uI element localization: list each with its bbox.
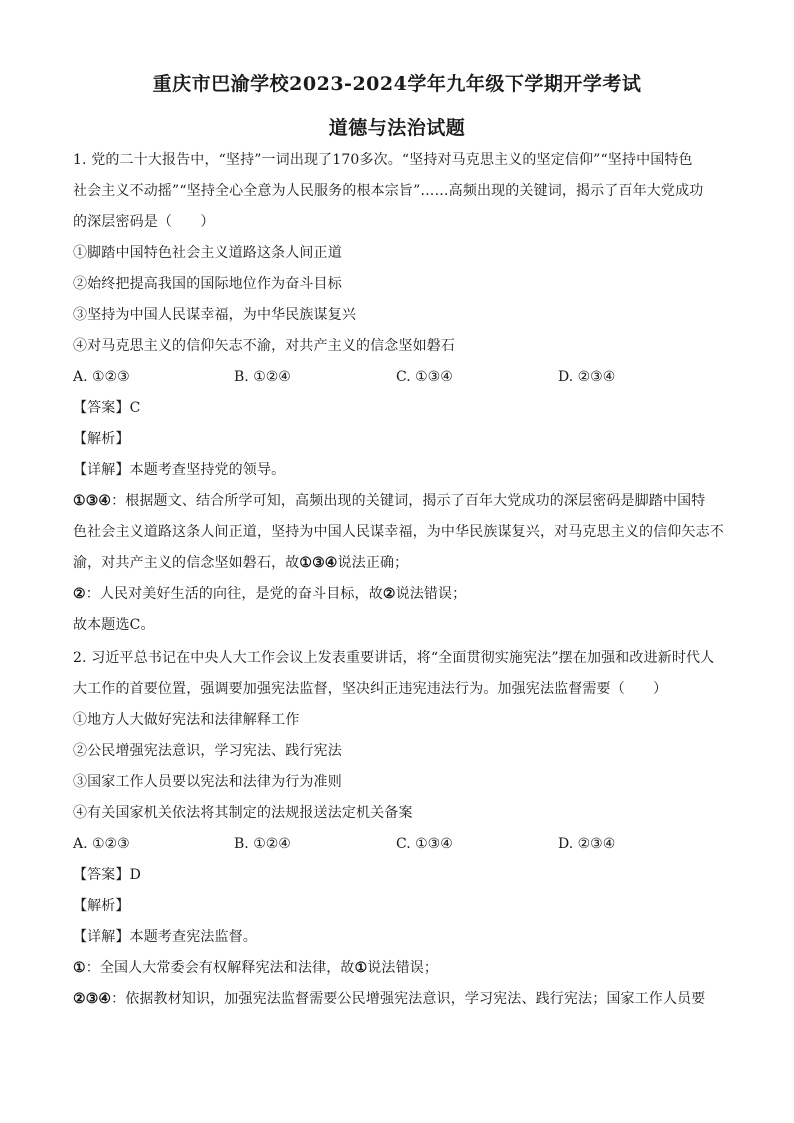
- q1-explanation-line-3: [73, 553, 723, 573]
- q2-analysis-label: 【解析】: [73, 898, 130, 914]
- q1-stem-line-3: 的深层密码是（ ）: [73, 214, 215, 230]
- q1-exp-4a-text: ：人民对美好生活的向往，是党的奋斗目标，故: [85, 586, 383, 602]
- q1-options: [73, 367, 723, 387]
- q1-stem-line-2: 社会主义不动摇”“坚持全心全意为人民服务的根本宗旨”……高频出现的关键词，揭示了百年大党成功: [73, 183, 704, 199]
- q1-exp-3b-text: 说法正确；: [337, 555, 409, 571]
- q2-item-4: ④有关国家机关依法将其制定的法规报送法定机关备案: [73, 805, 413, 821]
- q1-answer: 【答案】C: [73, 400, 141, 416]
- q2-option-b: B. ①②④: [234, 836, 291, 852]
- q2-stem-line-1: 2. 习近平总书记在中央人大工作会议上发表重要讲话，将“全面贯彻实施宪法”摆在加强和改进新时代人: [73, 650, 715, 666]
- q1-option-d: D. ②③④: [558, 369, 616, 385]
- page-title: 重庆市巴渝学校2023-2024学年九年级下学期开学考试: [152, 73, 642, 95]
- q2-options: [73, 834, 723, 854]
- q1-explanation-line-4: [73, 584, 723, 604]
- q2-answer: 【答案】D: [73, 867, 141, 883]
- q2-detail: 【详解】本题考查宪法监督。: [73, 929, 257, 945]
- q2-exp-1b-text: 说法错误；: [367, 960, 439, 976]
- q2-exp-2-mark: ②③④: [73, 991, 112, 1007]
- q1-item-3: ③坚持为中国人民谋幸福，为中华民族谋复兴: [73, 307, 356, 323]
- q1-item-1: ①脚踏中国特色社会主义道路这条人间正道: [73, 245, 342, 261]
- q1-option-a: A. ①②③: [73, 369, 130, 385]
- q2-exp-2-text: ：依据教材知识，加强宪法监督需要公民增强宪法意识，学习宪法、践行宪法；国家工作人员要: [111, 991, 706, 1007]
- q1-exp-3-mark: ①③④: [299, 555, 338, 571]
- q1-stem-line-1: 1. 党的二十大报告中，“坚持”一词出现了170多次。“坚持对马克思主义的坚定信仰”“坚持中国特色: [73, 152, 693, 168]
- q1-detail: 【详解】本题考查坚持党的领导。: [73, 462, 286, 478]
- q2-item-3: ③国家工作人员要以宪法和法律为行为准则: [73, 774, 342, 790]
- q1-exp-4-mark-2: ②: [382, 586, 396, 602]
- q1-option-b: B. ①②④: [234, 369, 291, 385]
- q1-exp-1-text: ：根据题文、结合所学可知，高频出现的关键词，揭示了百年大党成功的深层密码是脚踏中国特: [111, 493, 706, 509]
- q2-explanation-line-2: [73, 989, 723, 1009]
- q2-explanation-line-1: [73, 958, 723, 978]
- q1-conclusion: 故本题选C。: [73, 617, 155, 633]
- q1-option-c: C. ①③④: [396, 369, 453, 385]
- q1-exp-3a-text: 渝，对共产主义的信念坚如磐石，故: [73, 555, 300, 571]
- q1-analysis-label: 【解析】: [73, 431, 130, 447]
- q2-item-2: ②公民增强宪法意识，学习宪法、践行宪法: [73, 743, 342, 759]
- q1-exp-1-mark: ①③④: [73, 493, 112, 509]
- q2-exp-1-mark: ①: [73, 960, 86, 976]
- q1-exp-4b-text: 说法错误；: [395, 586, 467, 602]
- q1-explanation-line-1: [73, 491, 723, 511]
- q2-exp-1a-text: ：全国人大常委会有权解释宪法和法律，故: [85, 960, 355, 976]
- q2-item-1: ①地方人大做好宪法和法律解释工作: [73, 712, 300, 728]
- q2-exp-1-mark-2: ①: [354, 960, 368, 976]
- q1-explanation-line-2: 色社会主义道路这条人间正道，坚持为中国人民谋幸福，为中华民族谋复兴，对马克思主义的信仰矢志不: [73, 524, 724, 540]
- page-subtitle: 道德与法治试题: [328, 117, 466, 139]
- q2-option-c: C. ①③④: [396, 836, 453, 852]
- q2-option-d: D. ②③④: [558, 836, 616, 852]
- q1-item-4: ④对马克思主义的信仰矢志不渝，对共产主义的信念坚如磐石: [73, 338, 456, 354]
- q1-item-2: ②始终把提高我国的国际地位作为奋斗目标: [73, 276, 342, 292]
- q2-stem-line-2: 大工作的首要位置，强调要加强宪法监督，坚决纠正违宪违法行为。加强宪法监督需要（ ）: [73, 681, 668, 697]
- q2-option-a: A. ①②③: [73, 836, 130, 852]
- q1-exp-4-mark: ②: [73, 586, 86, 602]
